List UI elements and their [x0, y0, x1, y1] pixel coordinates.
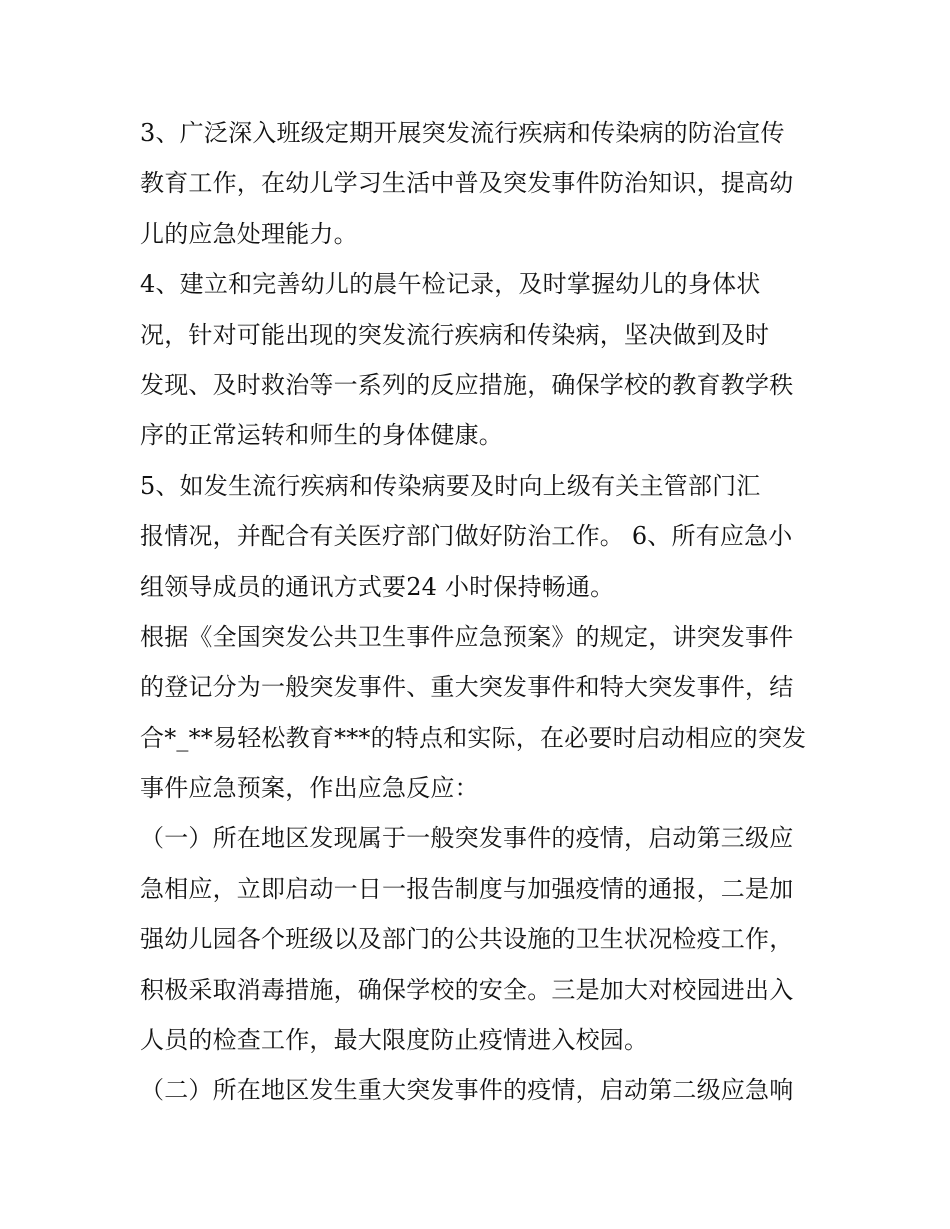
text-line: 序的正常运转和师生的身体健康。: [140, 421, 503, 450]
text-line: 况，针对可能出现的突发流行疾病和传染病，坚决做到及时: [140, 320, 770, 349]
text-line: 儿的应急处理能力。: [140, 219, 358, 248]
paragraph-regulation-intro: [140, 612, 820, 814]
document-body: [140, 108, 820, 1116]
text-line: 组领导成员的通讯方式要24 小时保持畅通。: [140, 572, 615, 601]
paragraph-level-one: [140, 813, 820, 1065]
text-line: 积极采取消毒措施，确保学校的安全。三是加大对校园进出入: [140, 975, 794, 1004]
paragraph-item-5-6: [140, 461, 820, 612]
text-line: 事件应急预案，作出应急反应：: [140, 774, 479, 803]
text-line: 强幼儿园各个班级以及部门的公共设施的卫生状况检疫工作，: [140, 925, 794, 954]
text-line: 的登记分为一般突发事件、重大突发事件和特大突发事件，结: [140, 673, 794, 702]
paragraph-level-two: [140, 1065, 820, 1115]
text-line: 根据《全国突发公共卫生事件应急预案》的规定，讲突发事件: [140, 622, 794, 651]
text-line: 3、广泛深入班级定期开展突发流行疾病和传染病的防治宣传: [140, 119, 785, 147]
text-line: （一）所在地区发现属于一般突发事件的疫情，启动第三级应: [140, 824, 794, 853]
text-line: 报情况，并配合有关医疗部门做好防治工作。 6、所有应急小: [140, 522, 793, 551]
paragraph-item-3: [140, 108, 820, 259]
text-line: 5、如发生流行疾病和传染病要及时向上级有关主管部门汇: [140, 471, 761, 500]
text-line: 急相应，立即启动一日一报告制度与加强疫情的通报，二是加: [140, 874, 794, 903]
text-line: 4、建立和完善幼儿的晨午检记录，及时掌握幼儿的身体状: [140, 270, 761, 299]
text-line: 合*_**易轻松教育***的特点和实际，在必要时启动相应的突发: [140, 723, 807, 752]
paragraph-item-4: [140, 259, 820, 461]
text-line: 教育工作，在幼儿学习生活中普及突发事件防治知识，提高幼: [140, 169, 794, 198]
text-line: （二）所在地区发生重大突发事件的疫情，启动第二级应急响: [140, 1076, 794, 1105]
text-line: 人员的检查工作，最大限度防止疫情进入校园。: [140, 1026, 649, 1055]
text-line: 发现、及时救治等一系列的反应措施，确保学校的教育教学秩: [140, 370, 794, 399]
